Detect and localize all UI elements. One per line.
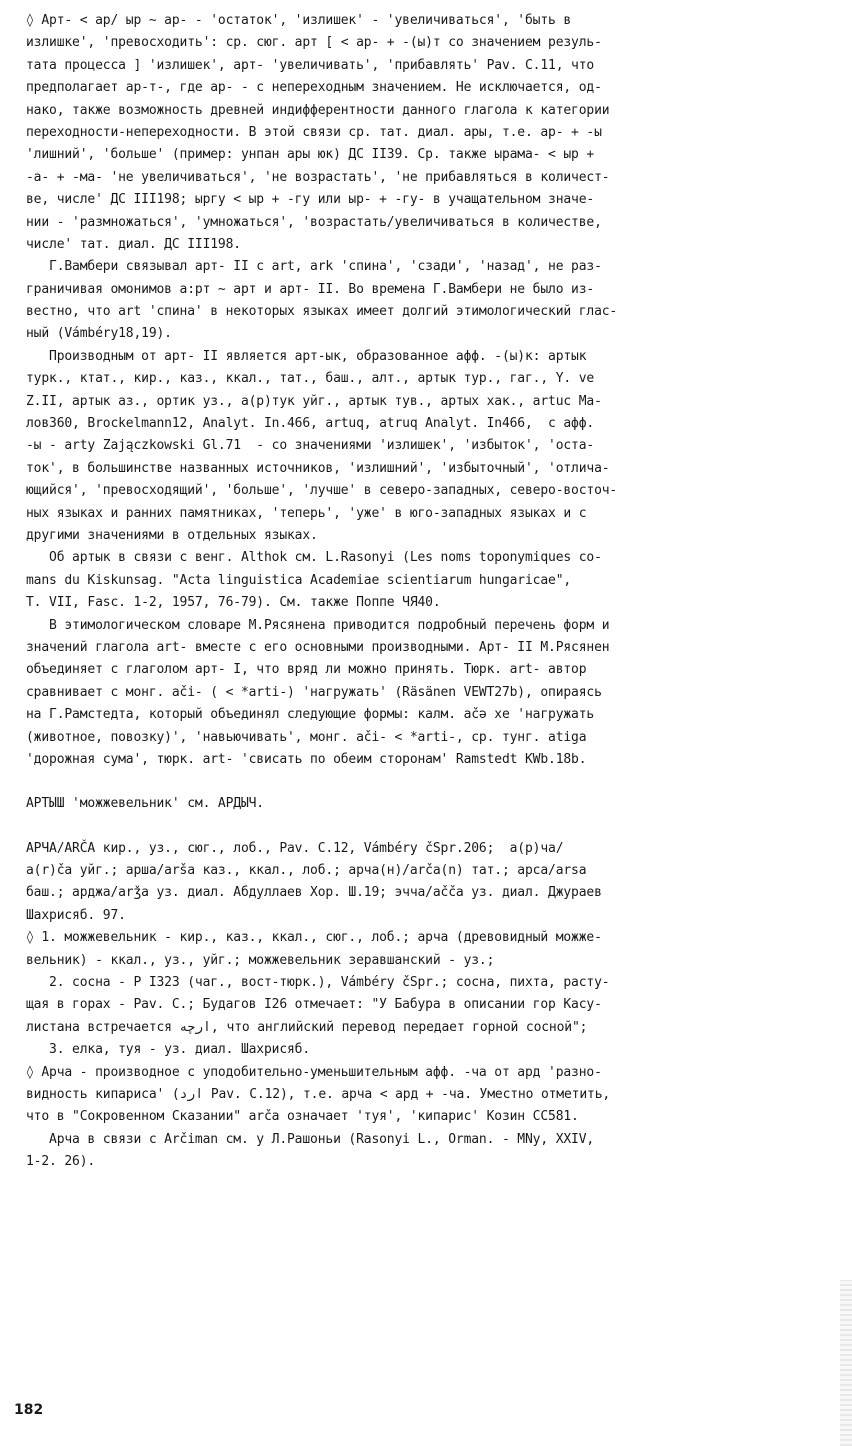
paragraph bbox=[26, 10, 834, 256]
paragraph bbox=[26, 793, 834, 815]
text-line: 3. елка, туя - уз. диал. Шахрисяб. bbox=[26, 1042, 311, 1058]
paragraph bbox=[26, 256, 834, 346]
text-line: значений глагола art- вместе с его основными производными. Арт- II М.Рясянен bbox=[26, 639, 610, 655]
text-line: (животное, повозку)', 'навьючивать', монг. ači- < *arti-, ср. тунг. atiga bbox=[26, 729, 587, 745]
text-line: излишке', 'превосходить': ср. сюг. арт [ < ар- + -(ы)т со значением резуль- bbox=[26, 35, 602, 51]
dictionary-page bbox=[26, 10, 834, 1174]
text-line: 'дорожная сума', тюрк. art- 'свисать по обеим сторонам' Ramstedt KWb.18b. bbox=[26, 751, 587, 767]
paragraph bbox=[26, 1062, 834, 1174]
text-line: ◊ Арт- < ар/ ыр ~ ар- - 'остаток', 'излишек' - 'увеличиваться', 'быть в bbox=[26, 13, 572, 28]
text-line: объединяет с глаголом арт- I, что вряд ли можно принять. Тюрк. art- автор bbox=[26, 662, 587, 678]
text-line: -ы - arty Zajączkowski Gl.71 - со значениями 'излишек', 'избыток', 'оста- bbox=[26, 438, 595, 454]
text-line: лов360, Brockelmann12, Analyt. In.466, artuq, atruq Analyt. In466, с афф. bbox=[26, 416, 595, 432]
text-line: mans du Kiskunsag. "Acta linguistica Academiae scientiarum hungaricae", bbox=[26, 572, 572, 588]
section-gap bbox=[26, 771, 834, 793]
paragraph bbox=[26, 547, 834, 614]
text-line: вельник) - ккал., уз., уйг.; можжевельник зеравшанский - уз.; bbox=[26, 952, 495, 968]
text-line: ◊ Арча - производное с уподобительно-уменьшительным афф. -ча от ард 'разно- bbox=[26, 1064, 602, 1080]
text-line: Z.II, артык аз., ортик уз., а(р)тук уйг., артык тув., артых хак., artuc Ма- bbox=[26, 393, 602, 409]
page-number: 182 bbox=[14, 1402, 44, 1418]
text-line: Производным от арт- II является арт-ык, образованное афф. -(ы)к: артык bbox=[26, 348, 587, 364]
text-line: баш.; арджа/arǯa уз. диал. Абдуллаев Хор. Ш.19; эчча/ačča уз. диал. Джураев bbox=[26, 885, 602, 901]
text-line: 1-2. 26). bbox=[26, 1154, 96, 1170]
text-line: ных языках и ранних памятниках, 'теперь', 'уже' в юго-западных языках и с bbox=[26, 505, 587, 521]
text-line: АРЧА/ARČA кир., уз., сюг., лоб., Pav. C.12, Vámbéry čSpr.206; а(р)ча/ bbox=[26, 840, 564, 856]
text-line: В этимологическом словаре М.Рясянена приводится подробный перечень форм и bbox=[26, 617, 610, 633]
text-line: щая в горах - Pav. C.; Будагов I26 отмечает: "У Бабура в описании гор Касу- bbox=[26, 997, 602, 1013]
text-line: ток', в большинстве названных источников, 'излишний', 'избыточный', 'отлича- bbox=[26, 460, 610, 476]
scan-noise-edge bbox=[840, 1280, 852, 1446]
text-line: что в "Сокровенном Сказании" arča означает 'туя', 'кипарис' Козин СС581. bbox=[26, 1109, 579, 1125]
text-line: 'лишний', 'больше' (пример: унпан ары юк) ДС II39. Ср. также ырама- < ыр + bbox=[26, 147, 595, 163]
section-gap bbox=[26, 816, 834, 838]
text-line: ве, числе' ДС III198; ыргу < ыр + -гу или ыр- + -гу- в учащательном значе- bbox=[26, 192, 595, 208]
text-line: числе' тат. диал. ДС III198. bbox=[26, 236, 241, 252]
text-line: на Г.Рамстедта, который объединял следующие формы: калм. ačǝ xe 'нагружать bbox=[26, 707, 595, 723]
text-line: Арча в связи с Arčiman см. у Л.Рашоньи (Rasonyi L., Orman. - MNy, XXIV, bbox=[26, 1131, 595, 1147]
paragraph bbox=[26, 615, 834, 772]
text-line: вестно, что art 'спина' в некоторых языках имеет долгий этимологический глас- bbox=[26, 304, 618, 320]
text-line: -а- + -ма- 'не увеличиваться', 'не возрастать', 'не прибавляться в количест- bbox=[26, 169, 610, 185]
text-line: нако, также возможность древней индифферентности данного глагола к категории bbox=[26, 102, 610, 118]
paragraph bbox=[26, 838, 834, 1062]
text-line: сравнивает с монг. ači- ( < *arti-) 'нагружать' (Räsänen VEWT27b), опираясь bbox=[26, 684, 602, 700]
text-line: переходности-непереходности. В этой связи ср. тат. диал. ары, т.е. ар- + -ы bbox=[26, 124, 602, 140]
text-line: Шахрисяб. 97. bbox=[26, 907, 126, 923]
text-line: ющийся', 'превосходящий', 'больше', 'лучше' в северо-западных, северо-восточ- bbox=[26, 483, 618, 499]
text-line: видность кипариса' (ارد Pav. C.12), т.е. арча < ард + -ча. Уместно отметить, bbox=[26, 1086, 611, 1102]
text-line: предполагает ар-т-, где ар- - с непереходным значением. Не исключается, од- bbox=[26, 80, 602, 96]
text-line: Об артык в связи с венг. Althok см. L.Rasonyi (Les noms toponymiques co- bbox=[26, 550, 602, 566]
text-line: a(r)ča уйг.; арша/arša каз., ккал., лоб.; арча(н)/arča(n) тат.; арса/arsa bbox=[26, 863, 587, 879]
text-line: 2. сосна - Р I323 (чаг., вост-тюрк.), Vámbéry čSpr.; сосна, пихта, расту- bbox=[26, 975, 610, 991]
text-line: Г.Вамбери связывал арт- II с art, ark 'спина', 'сзади', 'назад', не раз- bbox=[26, 259, 602, 275]
entry-text-body bbox=[26, 10, 834, 1174]
text-line: нии - 'размножаться', 'умножаться', 'возрастать/увеличиваться в количестве, bbox=[26, 214, 602, 230]
text-line: ный (Vámbéry18,19). bbox=[26, 326, 172, 342]
text-line: ◊ 1. можжевельник - кир., каз., ккал., сюг., лоб.; арча (древовидный можже- bbox=[26, 930, 602, 946]
text-line: АРТЫШ 'можжевельник' см. АРДЫЧ. bbox=[26, 796, 264, 812]
text-line: тата процесса ] 'излишек', арт- 'увеличивать', 'прибавлять' Pav. C.11, что bbox=[26, 57, 595, 73]
text-line: листана встречается ارچه, что английский перевод передает горной сосной"; bbox=[26, 1019, 588, 1035]
paragraph bbox=[26, 346, 834, 548]
text-line: другими значениями в отдельных языках. bbox=[26, 527, 318, 543]
text-line: T. VII, Fasc. 1-2, 1957, 76-79). См. также Поппе ЧЯ40. bbox=[26, 595, 441, 611]
text-line: граничивая омонимов а:рт ~ арт и арт- II. Во времена Г.Вамбери не было из- bbox=[26, 281, 595, 297]
text-line: турк., ктат., кир., каз., ккал., тат., баш., алт., артык тур., гаг., Y. ve bbox=[26, 371, 595, 387]
